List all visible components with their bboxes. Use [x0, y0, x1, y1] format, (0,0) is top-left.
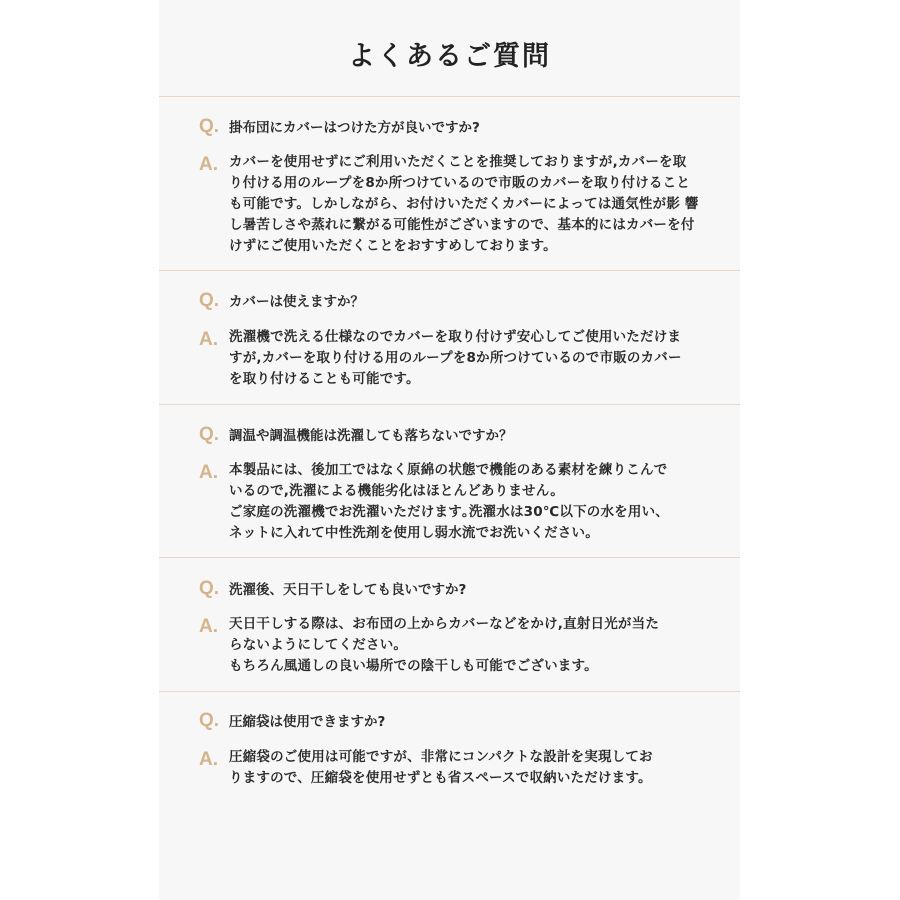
a-mark: A. [199, 616, 218, 637]
divider [159, 557, 740, 558]
faq-answer [229, 460, 707, 544]
answer-line: カバーを使用せずにご利用いただくことを推奨しておりますが,カバーを取 [229, 154, 687, 170]
answer-line: けずにご使用いただくことをおすすめしております。 [229, 238, 557, 254]
faq-question: 圧縮袋は使用できますか? [229, 714, 386, 730]
q-mark: Q. [199, 710, 220, 731]
faq-question: 調温や調温機能は洗濯しても落ちないですか？ [229, 428, 513, 444]
answer-line: りますので、圧縮袋を使用せずとも省スペースで収納いただけます。 [229, 770, 652, 786]
divider [159, 404, 740, 405]
answer-line: 天日干しする際は、お布団の上からカバーなどをかけ,直射日光が当た [229, 616, 660, 632]
q-mark: Q. [199, 116, 220, 137]
faq-question: 洗濯後、天日干しをしても良いですか? [229, 582, 467, 598]
faq-answer [229, 327, 707, 390]
answer-line: 洗濯機で洗える仕様なのでカバーを取り付けず安心してご使用いただけま [229, 329, 682, 345]
a-mark: A. [199, 462, 218, 483]
answer-line: を取り付けることも可能です。 [229, 371, 420, 387]
answer-line: もちろん風通しの良い場所での陰干しも可能でございます。 [229, 658, 598, 674]
faq-panel [159, 0, 740, 900]
answer-line: いるので,洗濯による機能劣化はほとんどありません。 [229, 483, 564, 499]
divider [159, 270, 740, 271]
q-mark: Q. [199, 578, 220, 599]
a-mark: A. [199, 749, 218, 770]
page-title: よくあるご質問 [348, 41, 551, 72]
faq-answer [229, 614, 707, 677]
answer-line: すが,カバーを取り付ける用のループを8か所つけているので市販のカバー [229, 350, 682, 366]
answer-line: 圧縮袋のご使用は可能ですが、非常にコンパクトな設計を実現してお [229, 749, 653, 765]
answer-line: も可能です。しかしながら、お付けいただくカバーによっては通気性が影 響 [229, 196, 699, 212]
faq-question: カバーは使えますか？ [229, 294, 364, 310]
faq-answer [229, 152, 707, 257]
answer-line: り付ける用のループを8か所つけているので市販のカバーを取り付けること [229, 175, 691, 191]
faq-answer [229, 747, 707, 789]
a-mark: A. [199, 329, 218, 350]
divider [159, 691, 740, 692]
answer-line: ネットに入れて中性洗剤を使用し弱水流でお洗いください。 [229, 525, 599, 541]
answer-line: し暑苦しさや蒸れに繋がる可能性がございますので、基本的にはカバーを付 [229, 217, 695, 233]
a-mark: A. [199, 154, 218, 175]
q-mark: Q. [199, 424, 220, 445]
divider [159, 96, 740, 97]
answer-line: らないようにしてください。 [229, 637, 408, 653]
answer-line: ご家庭の洗濯機でお洗濯いただけます｡洗濯水は30℃以下の水を用い、 [229, 504, 669, 520]
q-mark: Q. [199, 290, 220, 311]
faq-question: 掛布団にカバーはつけた方が良いですか? [229, 120, 480, 136]
answer-line: 本製品には、後加工ではなく原綿の状態で機能のある素材を練りこんで [229, 462, 668, 478]
